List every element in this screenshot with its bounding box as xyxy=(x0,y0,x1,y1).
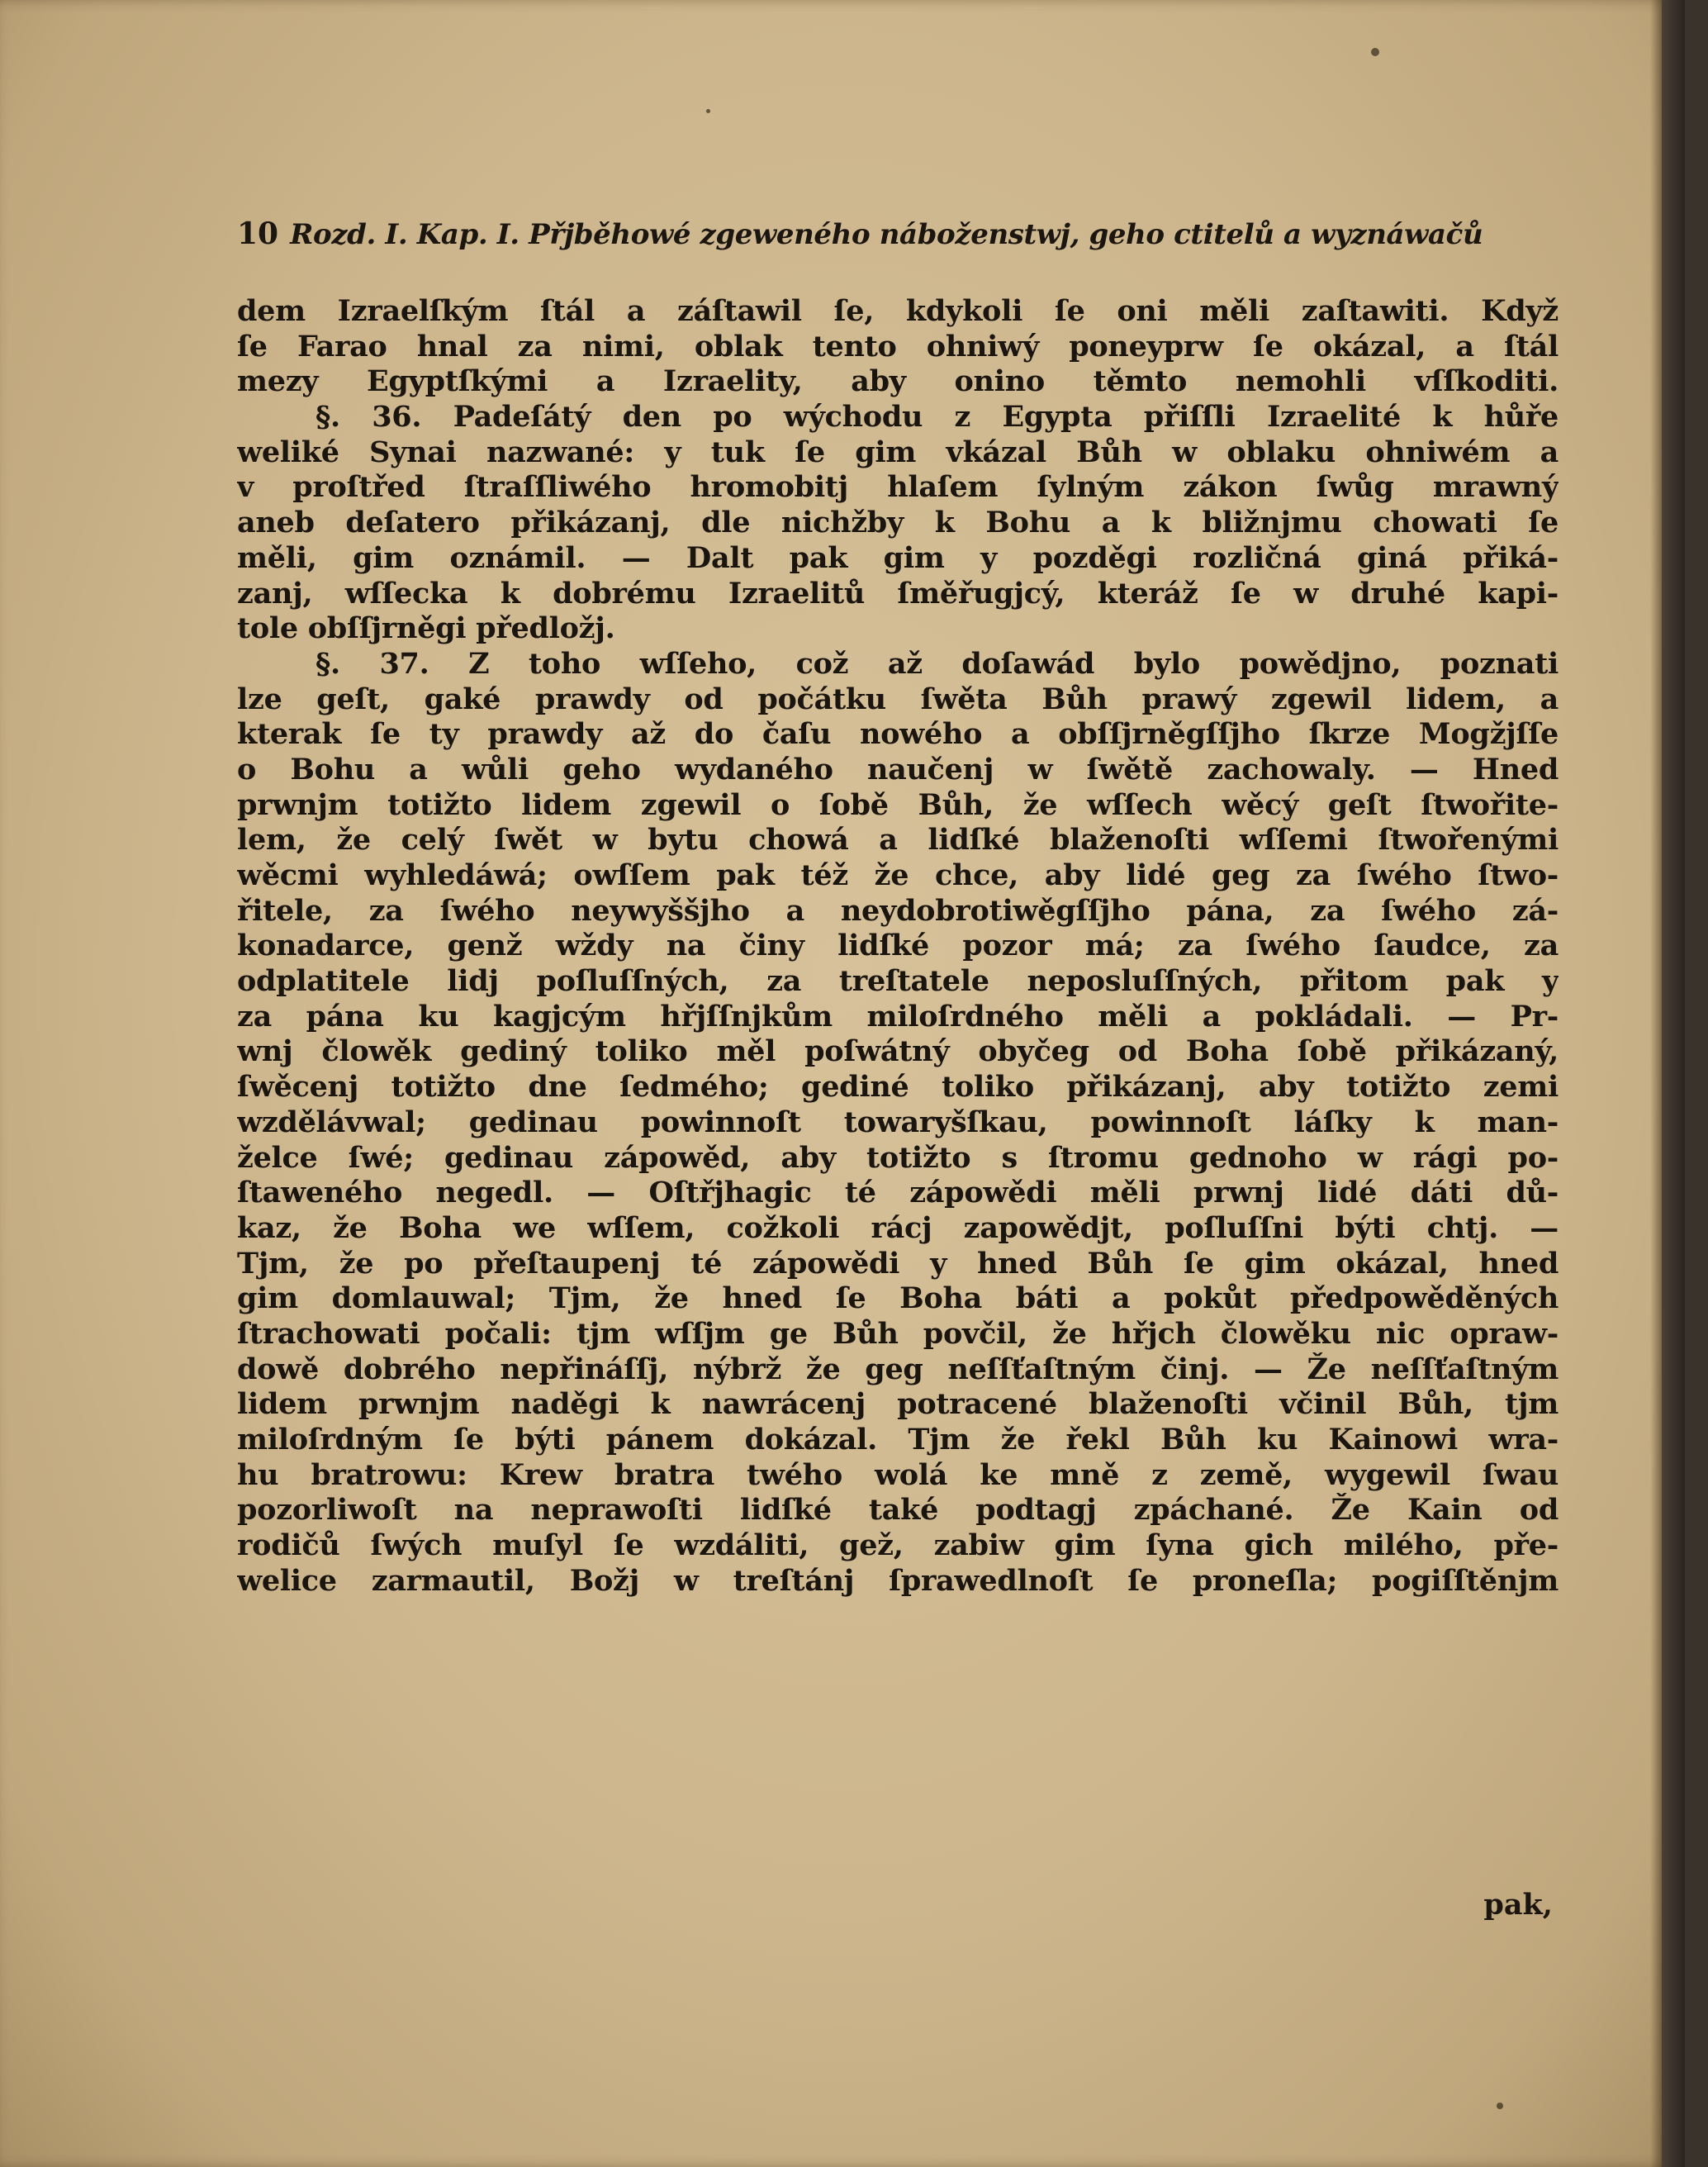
text-line: konadarce, genž wždy na činy lidſké pozor má; za ſwého ſaudce, za xyxy=(237,929,1559,963)
paragraph-36-start: §. 36. Padeſátý den po wýchodu z Egypta přiſſli Izraelité k hůře xyxy=(316,400,1559,435)
text-line: ſe Farao hnal za nimi, oblak tento ohniwý poneyprw ſe okázal, a ſtál xyxy=(237,329,1559,364)
text-line: wzdělávwal; gedinau powinnoſt towaryšſkau, powinnoſt láſky k man- xyxy=(237,1105,1559,1139)
text-line: želce ſwé; gedinau zápowěd, aby totižto s ſtromu gednoho w rági po- xyxy=(237,1140,1559,1175)
page-fore-edge xyxy=(1662,0,1685,2167)
text-line: lem, že celý ſwět w bytu chowá a lidſké blaženoſti wſſemi ſtwořenými xyxy=(237,823,1559,858)
text-line: hu bratrowu: Krew bratra twého wolá ke mně z země, wygewil ſwau xyxy=(237,1457,1559,1492)
page-number: 10 xyxy=(237,216,279,251)
running-head xyxy=(237,216,1513,266)
text-line: mezy Egyptſkými a Izraelity, aby onino těmto nemohli vſſkoditi. xyxy=(237,364,1559,399)
text-line: kterak ſe ty prawdy až do čaſu nowého a obſſjrněgſſjho ſkrze Mogžjſſe xyxy=(237,717,1559,752)
text-line: pozorliwoſt na neprawoſti lidſké také podtagj zpáchané. Že Kain od xyxy=(237,1493,1559,1528)
text-line: rodičů ſwých muſyl ſe wzdáliti, gež, zabiw gim ſyna gich milého, pře- xyxy=(237,1528,1559,1563)
text-line: dowě dobrého nepřináſſj, nýbrž že geg neſſťaſtným činj. — Že neſſťaſtným xyxy=(237,1352,1559,1386)
text-line: tole obſſjrněgi předložj. xyxy=(237,611,615,646)
catchword: pak, xyxy=(1483,1888,1553,1922)
text-line: o Bohu a wůli geho wydaného naučenj w ſwětě zachowaly. — Hned xyxy=(237,752,1559,786)
running-head-title: Rozd. I. Kap. I. Přjběhowé zgeweného náboženstwj, geho ctitelů a wyznáwačů xyxy=(290,218,1483,251)
text-line: měli, gim oznámil. — Dalt pak gim y pozděgi rozličná giná přiká- xyxy=(237,540,1559,575)
paper-speck xyxy=(706,109,710,113)
text-line: kaz, že Boha we wſſem, cožkoli rácj zapowědjt, poſluſſni býti chtj. — xyxy=(237,1210,1559,1245)
text-line: odplatitele lidj poſluſſných, za treſtatele neposluſſných, přitom pak y xyxy=(237,964,1559,999)
text-line: Tjm, že po přeſtaupenj té zápowědi y hned Bůh ſe gim okázal, hned xyxy=(237,1246,1559,1281)
text-line: aneb deſatero přikázanj, dle nichžby k Bohu a k bližnjmu chowati ſe xyxy=(237,506,1559,540)
paper-speck xyxy=(1497,2103,1503,2109)
text-line: dem Izraelſkým ſtál a záſtawil ſe, kdykoli ſe oni měli zaſtawiti. Když xyxy=(237,294,1559,328)
text-line: prwnjm totižto lidem zgewil o ſobě Bůh, že wſſech wěcý geſt ſtwořite- xyxy=(237,787,1559,822)
text-line: weliké Synai nazwané: y tuk ſe gim vkázal Bůh w oblaku ohniwém a xyxy=(237,435,1559,469)
body-text xyxy=(237,294,1559,1599)
text-line: lze geſt, gaké prawdy od počátku ſwěta Bůh prawý zgewil lidem, a xyxy=(237,682,1559,716)
text-line: zanj, wſſecka k dobrému Izraelitů ſměřugjcý, kteráž ſe w druhé kapi- xyxy=(237,576,1559,611)
text-line: wěcmi wyhledáwá; owſſem pak též že chce, aby lidé geg za ſwého ſtwo- xyxy=(237,858,1559,892)
paragraph-37-start: §. 37. Z toho wſſeho, což až doſawád bylo powědjno, poznati xyxy=(316,646,1559,681)
page-gutter-shadow xyxy=(1650,0,1662,2167)
text-line: welice zarmautil, Božj w treſtánj ſprawedlnoſt ſe proneſla; pogiſſtěnjm xyxy=(237,1563,1559,1598)
text-line: ſwěcenj totižto dne ſedmého; gediné toliko přikázanj, aby totižto zemi xyxy=(237,1070,1559,1105)
text-line: ſtaweného negedl. — Oſtřjhagic té zápowědi měli prwnj lidé dáti dů- xyxy=(237,1176,1559,1210)
text-line: ſtrachowati počali: tjm wſſjm ge Bůh povčil, že hřjch člowěku nic opraw- xyxy=(237,1316,1559,1351)
text-line: gim domlauwal; Tjm, že hned ſe Boha báti a pokůt předpowěděných xyxy=(237,1281,1559,1316)
text-line: za pána ku kagjcým hřjſſnjkům miloſrdného měli a pokládali. — Pr- xyxy=(237,999,1559,1034)
text-line: v proſtřed ſtraſſliwého hromobitj hlaſem ſylným zákon ſwůg mrawný xyxy=(237,470,1559,505)
text-line: řitele, za ſwého neywyššjho a neydobrotiwěgſſjho pána, za ſwého zá- xyxy=(237,893,1559,928)
text-line: wnj člowěk gediný toliko měl poſwátný obyčeg od Boha ſobě přikázaný, xyxy=(237,1034,1559,1069)
text-line: miloſrdným ſe býti pánem dokázal. Tjm že řekl Bůh ku Kainowi wra- xyxy=(237,1423,1559,1457)
text-line: lidem prwnjm naděgi k nawrácenj potracené blaženoſti včinil Bůh, tjm xyxy=(237,1387,1559,1422)
paper-speck xyxy=(1371,48,1379,56)
